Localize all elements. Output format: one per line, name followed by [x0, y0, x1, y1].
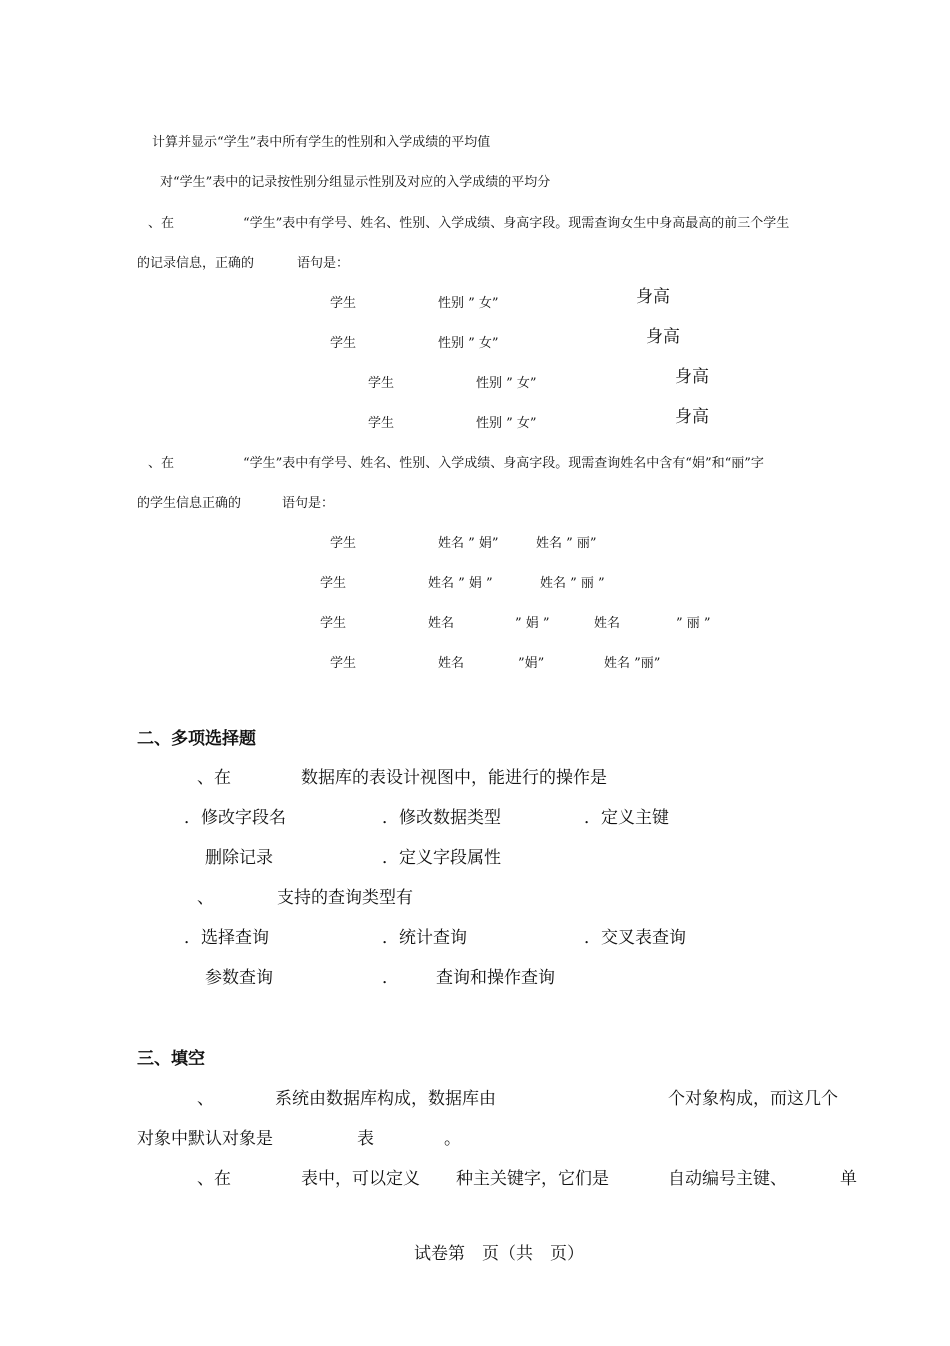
q4-option-3-field-a: 姓名 [428, 616, 455, 631]
s2-q2-option-d: 参数查询 [205, 968, 273, 988]
s2-q1-option-a: ．修改字段名 [184, 808, 286, 828]
question-4-number: 、在 [148, 456, 175, 471]
q4-option-1-table: 学生 [330, 536, 357, 551]
s3-question-1-text-3: 对象中默认对象是 [137, 1129, 273, 1149]
q4-option-1-cond-a: 姓名 ” 娟” [438, 536, 499, 551]
q4-option-4-cond-b: 姓名 ”丽” [604, 656, 661, 671]
q3-option-3-cond: 性别 ” 女” [476, 376, 537, 391]
question-3-text: “学生”表中有学号、姓名、性别、入学成绩、身高字段。现需查询女生中身高最高的前三个学生 [243, 216, 790, 231]
section-3-title: 三、填空 [137, 1049, 205, 1069]
q3-option-2-table: 学生 [330, 336, 357, 351]
s3-question-2-text: 表中，可以定义 [301, 1169, 420, 1189]
footer-page-end: 页） [550, 1244, 584, 1264]
q3-option-3-table: 学生 [368, 376, 395, 391]
s2-q1-option-d: 删除记录 [205, 848, 273, 868]
s3-question-1-text-4: 表 [357, 1129, 374, 1149]
footer-page-label: 试卷第 [414, 1244, 465, 1264]
q3-option-2-order: 身高 [646, 327, 680, 347]
s2-q2-option-e: 查询和操作查询 [436, 968, 555, 988]
q4-option-2-table: 学生 [320, 576, 347, 591]
section-2-title: 二、多项选择题 [137, 729, 256, 749]
s2-q1-option-b: ．修改数据类型 [382, 808, 501, 828]
s2-q1-option-e: ．定义字段属性 [382, 848, 501, 868]
s2-question-2-text: 支持的查询类型有 [277, 888, 413, 908]
question-3-text-2: 的记录信息，正确的 [137, 256, 255, 271]
s2-question-1-text: 数据库的表设计视图中，能进行的操作是 [301, 768, 607, 788]
q4-option-3-value-a: ” 娟 ” [515, 616, 550, 631]
s3-question-2-text-3: 自动编号主键、 [668, 1169, 787, 1189]
question-3-text-3: 语句是： [297, 256, 350, 271]
question-4-text-2: 的学生信息正确的 [137, 496, 242, 511]
q3-option-4-table: 学生 [368, 416, 395, 431]
q3-option-1-table: 学生 [330, 296, 357, 311]
q4-option-4-table: 学生 [330, 656, 357, 671]
s3-question-2-number: 、在 [197, 1169, 231, 1189]
q4-option-3-value-b: ” 丽 ” [676, 616, 711, 631]
s3-question-2-text-2: 种主关键字，它们是 [456, 1169, 609, 1189]
s2-q2-option-c: ．交叉表查询 [584, 928, 686, 948]
q4-option-3-field-b: 姓名 [594, 616, 621, 631]
q4-option-4-field-a: 姓名 [438, 656, 465, 671]
q4-option-2-cond-b: 姓名 ” 丽 ” [540, 576, 605, 591]
q3-option-1-order: 身高 [636, 287, 670, 307]
s3-question-1-number: 、 [197, 1089, 214, 1109]
question-4-text-3: 语句是： [282, 496, 335, 511]
s2-q2-option-e-mark: ． [382, 968, 399, 988]
s3-question-1-period: 。 [444, 1129, 461, 1149]
q4-option-4-value-a: ”娟” [518, 656, 545, 671]
s3-question-1-text: 系统由数据库构成，数据库由 [275, 1089, 496, 1109]
footer-page-total: 页（共 [482, 1244, 533, 1264]
s3-question-1-text-2: 个对象构成，而这几个 [668, 1089, 838, 1109]
question-4-text: “学生”表中有学号、姓名、性别、入学成绩、身高字段。现需查询姓名中含有“娟”和“丽”字 [243, 456, 764, 471]
q4-option-1-cond-b: 姓名 ” 丽” [536, 536, 597, 551]
option-line-1: 计算并显示“学生”表中所有学生的性别和入学成绩的平均值 [152, 135, 491, 150]
s2-question-2-number: 、 [197, 888, 214, 908]
q3-option-2-cond: 性别 ” 女” [438, 336, 499, 351]
s2-q2-option-b: ．统计查询 [382, 928, 467, 948]
option-line-2: 对“学生”表中的记录按性别分组显示性别及对应的入学成绩的平均分 [160, 175, 551, 190]
q4-option-2-cond-a: 姓名 ” 娟 ” [428, 576, 493, 591]
q4-option-3-table: 学生 [320, 616, 347, 631]
s2-q1-option-c: ．定义主键 [584, 808, 669, 828]
q3-option-4-cond: 性别 ” 女” [476, 416, 537, 431]
q3-option-4-order: 身高 [675, 407, 709, 427]
question-3-number: 、在 [148, 216, 175, 231]
s2-question-1-number: 、在 [197, 768, 231, 788]
s2-q2-option-a: ．选择查询 [184, 928, 269, 948]
s3-question-2-text-4: 单 [840, 1169, 857, 1189]
q3-option-1-cond: 性别 ” 女” [438, 296, 499, 311]
q3-option-3-order: 身高 [675, 367, 709, 387]
